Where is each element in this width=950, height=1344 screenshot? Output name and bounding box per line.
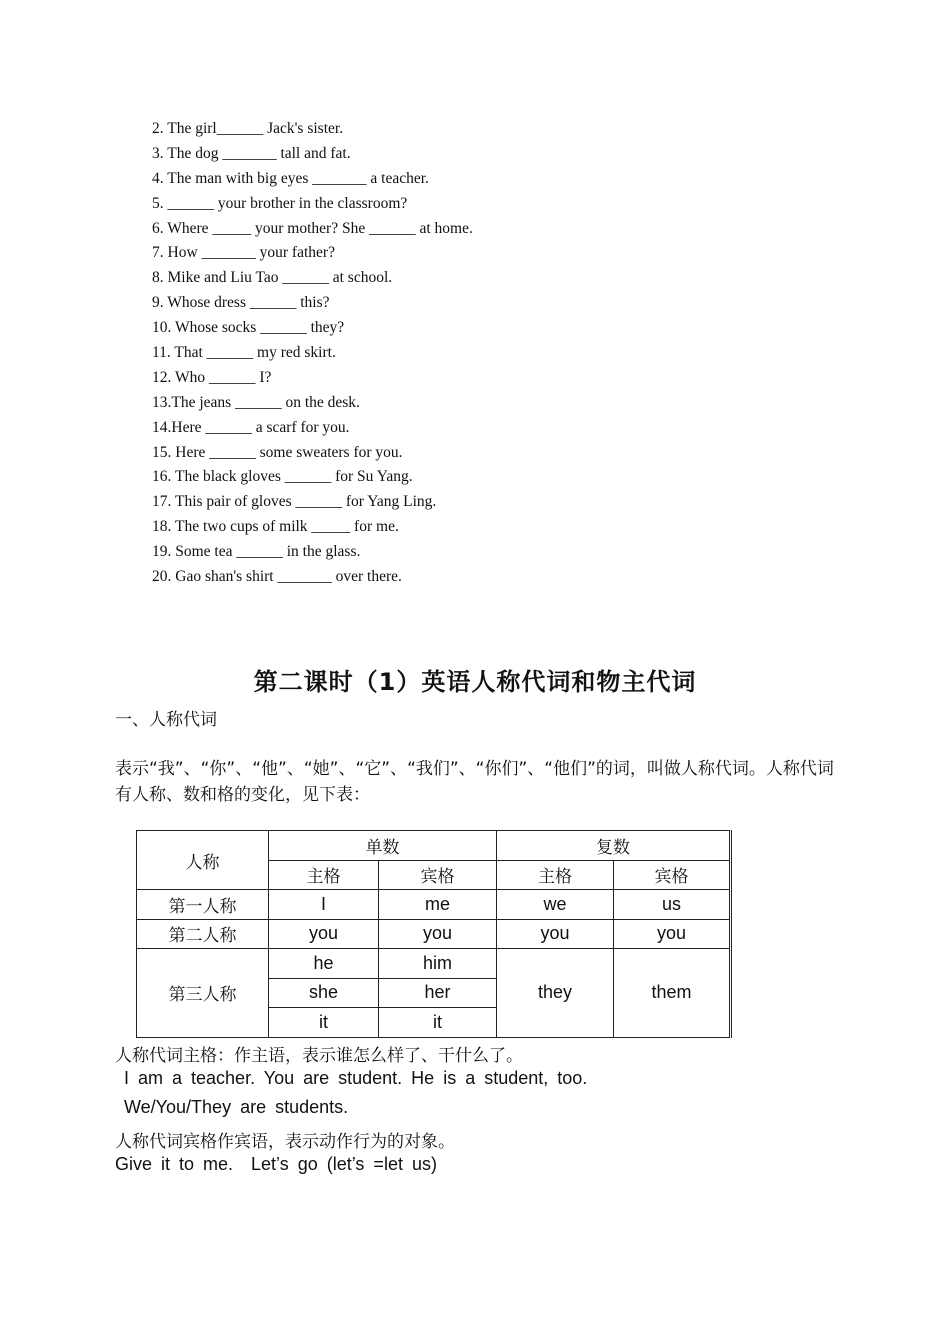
plural-header: 复数 [497, 831, 731, 861]
object-case-note: 人称代词宾格作宾语，表示动作行为的对象。 [115, 1132, 455, 1152]
intro-paragraph: 表示“我”、“你”、“他”、“她”、“它”、“我们”、“你们”、“他们”的词，叫做人称代词。人称代词有人称、数和格的变化，见下表： [115, 759, 834, 805]
table-row [137, 949, 731, 979]
table-cell: him [379, 949, 497, 979]
table-cell: you [614, 919, 731, 949]
table-cell: we [497, 890, 614, 920]
singular-object-header: 宾格 [379, 860, 497, 890]
table-cell: them [614, 949, 731, 1038]
exercise-item: 20. Gao shan's shirt _______ over there. [152, 568, 402, 586]
table-cell: you [497, 919, 614, 949]
plural-object-header: 宾格 [614, 860, 731, 890]
exercise-item: 12. Who ______ I? [152, 368, 272, 386]
table-cell: they [497, 949, 614, 1038]
exercise-item: 13.The jeans ______ on the desk. [152, 393, 360, 411]
exercise-list [152, 117, 473, 590]
table-cell: he [269, 949, 379, 979]
exercise-item: 8. Mike and Liu Tao ______ at school. [152, 269, 393, 287]
exercise-item: 3. The dog _______ tall and fat. [152, 144, 351, 162]
exercise-item: 14.Here ______ a scarf for you. [152, 418, 350, 436]
exercise-item: 4. The man with big eyes _______ a teacher. [152, 169, 429, 187]
exercise-item: 5. ______ your brother in the classroom? [152, 194, 408, 212]
example-sentence: We/You/They are students. [124, 1097, 349, 1117]
subject-case-note: 人称代词主格：作主语，表示谁怎么样了、干什么了。 [115, 1046, 523, 1066]
exercise-item: 19. Some tea ______ in the glass. [152, 543, 361, 561]
exercise-item: 16. The black gloves ______ for Su Yang. [152, 468, 413, 486]
exercise-item: 6. Where _____ your mother? She ______ at home. [152, 219, 473, 237]
exercise-item: 15. Here ______ some sweaters for you. [152, 443, 403, 461]
second-person-label: 第二人称 [137, 919, 269, 949]
table-cell: it [379, 1008, 497, 1038]
exercise-item: 17. This pair of gloves ______ for Yang Ling. [152, 493, 437, 511]
first-person-label: 第一人称 [137, 890, 269, 920]
singular-subject-header: 主格 [269, 860, 379, 890]
table-cell: you [269, 919, 379, 949]
table-row [137, 919, 731, 949]
table-cell: her [379, 978, 497, 1008]
lesson-title: 第二课时（1）英语人称代词和物主代词 [253, 668, 697, 696]
exercise-item: 10. Whose socks ______ they? [152, 319, 345, 337]
table-row [137, 890, 731, 920]
table-cell: you [379, 919, 497, 949]
table-cell: me [379, 890, 497, 920]
example-sentence: Give it to me. Let’s go (let’s =let us) [115, 1154, 437, 1174]
pronoun-table [136, 830, 732, 1038]
table-cell: I [269, 890, 379, 920]
table-cell: us [614, 890, 731, 920]
example-sentence: I am a teacher. You are student. He is a student, too. [124, 1068, 588, 1088]
person-header: 人称 [137, 831, 269, 890]
exercise-item: 2. The girl______ Jack's sister. [152, 120, 344, 137]
table-cell: she [269, 978, 379, 1008]
singular-header: 单数 [269, 831, 497, 861]
exercise-item: 7. How _______ your father? [152, 244, 335, 262]
exercise-item: 9. Whose dress ______ this? [152, 294, 330, 312]
exercise-item: 18. The two cups of milk _____ for me. [152, 518, 399, 536]
table-cell: it [269, 1008, 379, 1038]
exercise-item: 11. That ______ my red skirt. [152, 344, 336, 362]
third-person-label: 第三人称 [137, 949, 269, 1038]
section-heading: 一、人称代词 [115, 710, 217, 730]
plural-subject-header: 主格 [497, 860, 614, 890]
